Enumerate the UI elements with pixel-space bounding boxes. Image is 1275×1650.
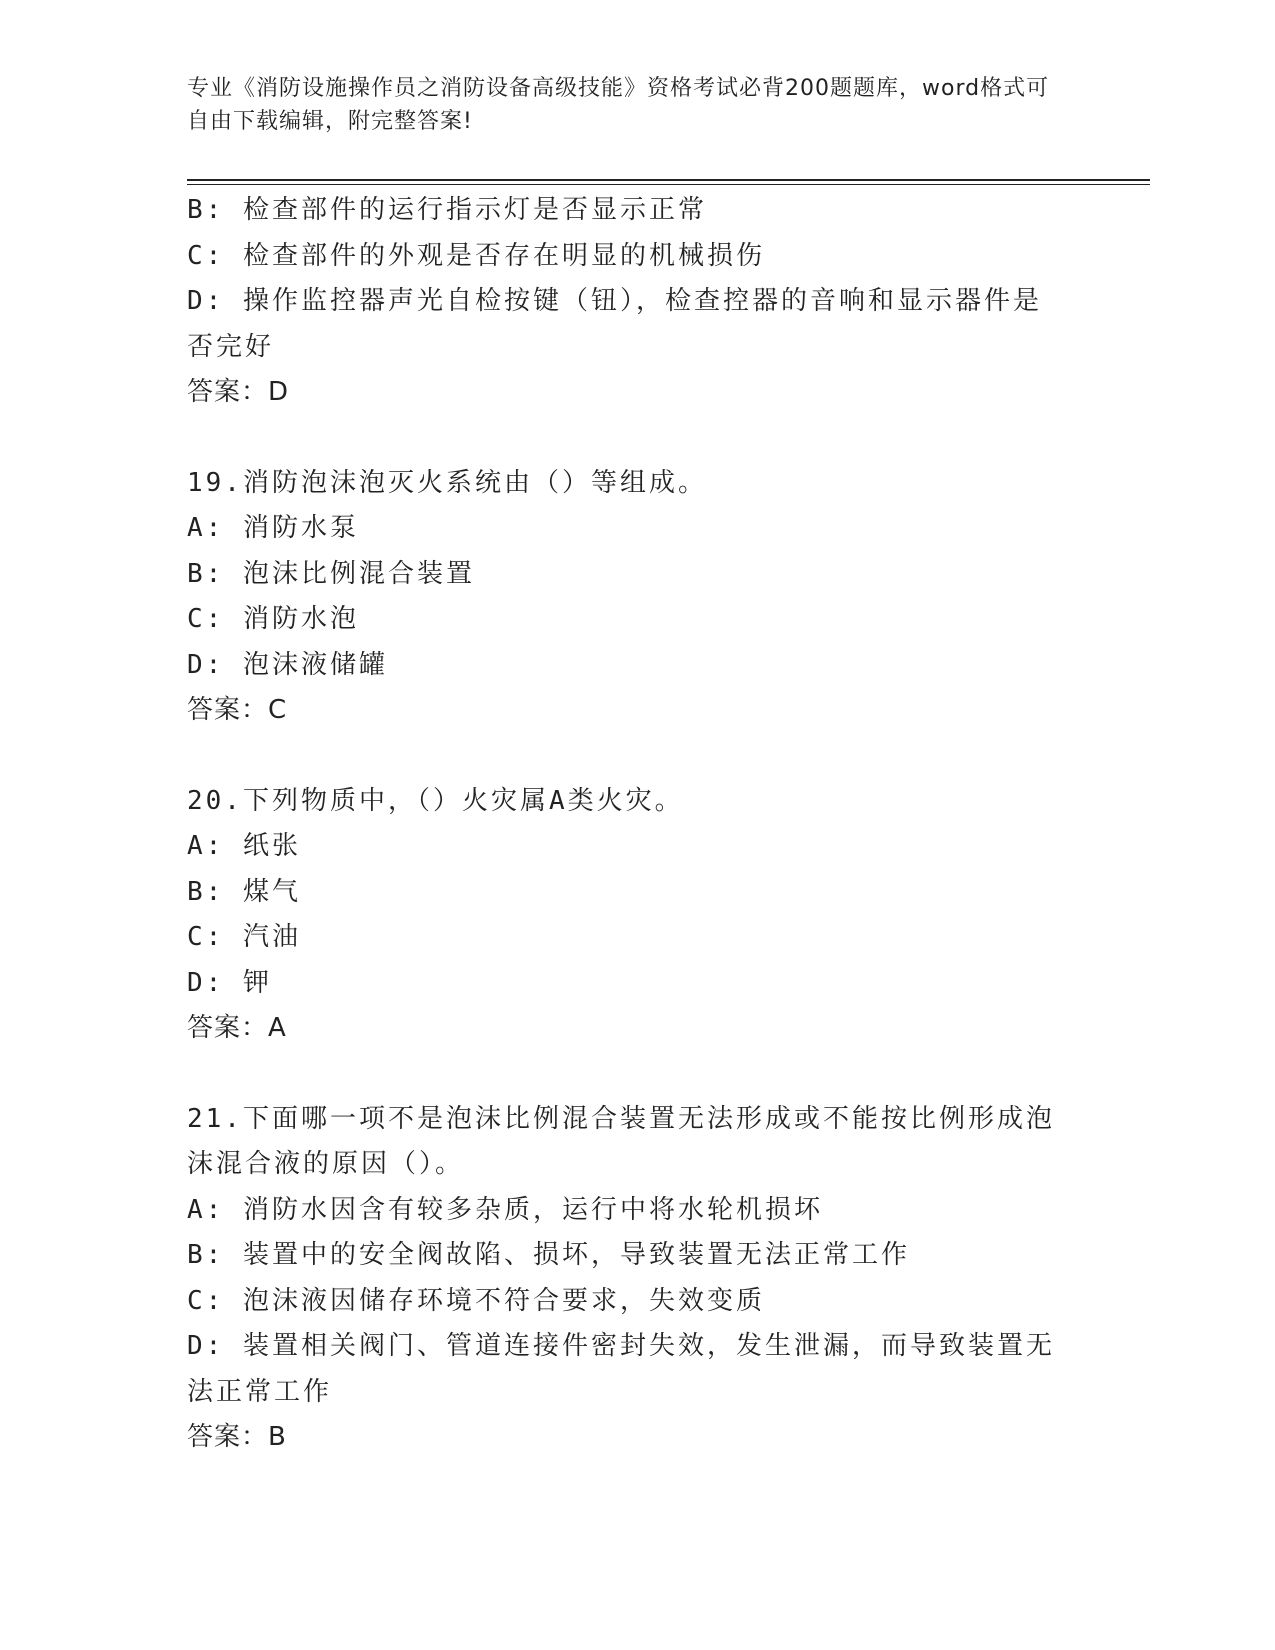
option-c: C: 汽油	[187, 922, 301, 952]
option-b: B: 装置中的安全阀故陷、损坏，导致装置无法正常工作	[187, 1240, 910, 1270]
question-19	[187, 461, 1067, 734]
header-rule-thick	[187, 179, 1150, 181]
question-list	[187, 188, 1067, 1461]
option-b: B: 煤气	[187, 876, 301, 907]
header-rule-thin	[187, 184, 1150, 185]
answer-line: 答案：C	[187, 695, 288, 725]
option-d: D: 装置相关阀门、管道连接件密封失效，发生泄漏，而导致装置无法正常工作	[187, 1331, 1055, 1407]
question-stem: 20.下列物质中，（）火灾属A类火灾。	[187, 785, 684, 816]
answer-line: 答案：A	[187, 1013, 287, 1043]
option-d: D: 钾	[187, 967, 272, 998]
option-c: C: 泡沫液因储存环境不符合要求，失效变质	[187, 1285, 765, 1316]
option-d: D: 操作监控器声光自检按键（钮），检查控器的音响和显示器件是否完好	[187, 286, 1042, 362]
question-21	[187, 1097, 1067, 1461]
answer-line: 答案：B	[187, 1422, 287, 1452]
question-stem: 19.消防泡沫泡灭火系统由（）等组成。	[187, 467, 707, 498]
answer-line: 答案：D	[187, 377, 290, 407]
option-a: A: 消防水因含有较多杂质，运行中将水轮机损坏	[187, 1194, 823, 1225]
spacer	[187, 1052, 1067, 1097]
document-header: 专业《消防设施操作员之消防设备高级技能》资格考试必背200题题库，word格式可自由下载编辑，附完整答案!	[187, 76, 1050, 134]
option-c: C: 检查部件的外观是否存在明显的机械损伤	[187, 240, 765, 271]
option-b: B: 泡沫比例混合装置	[187, 558, 475, 589]
option-d: D: 泡沫液储罐	[187, 649, 388, 680]
question-stem: 21.下面哪一项不是泡沫比例混合装置无法形成或不能按比例形成泡沫混合液的原因（）。	[187, 1103, 1055, 1179]
prev-question-block	[187, 188, 1067, 416]
spacer	[187, 734, 1067, 779]
option-c: C: 消防水泡	[187, 604, 359, 634]
question-20	[187, 779, 1067, 1052]
spacer	[187, 416, 1067, 461]
option-a: A: 消防水泵	[187, 513, 359, 543]
option-a: A: 纸张	[187, 831, 301, 861]
option-b: B: 检查部件的运行指示灯是否显示正常	[187, 195, 707, 225]
